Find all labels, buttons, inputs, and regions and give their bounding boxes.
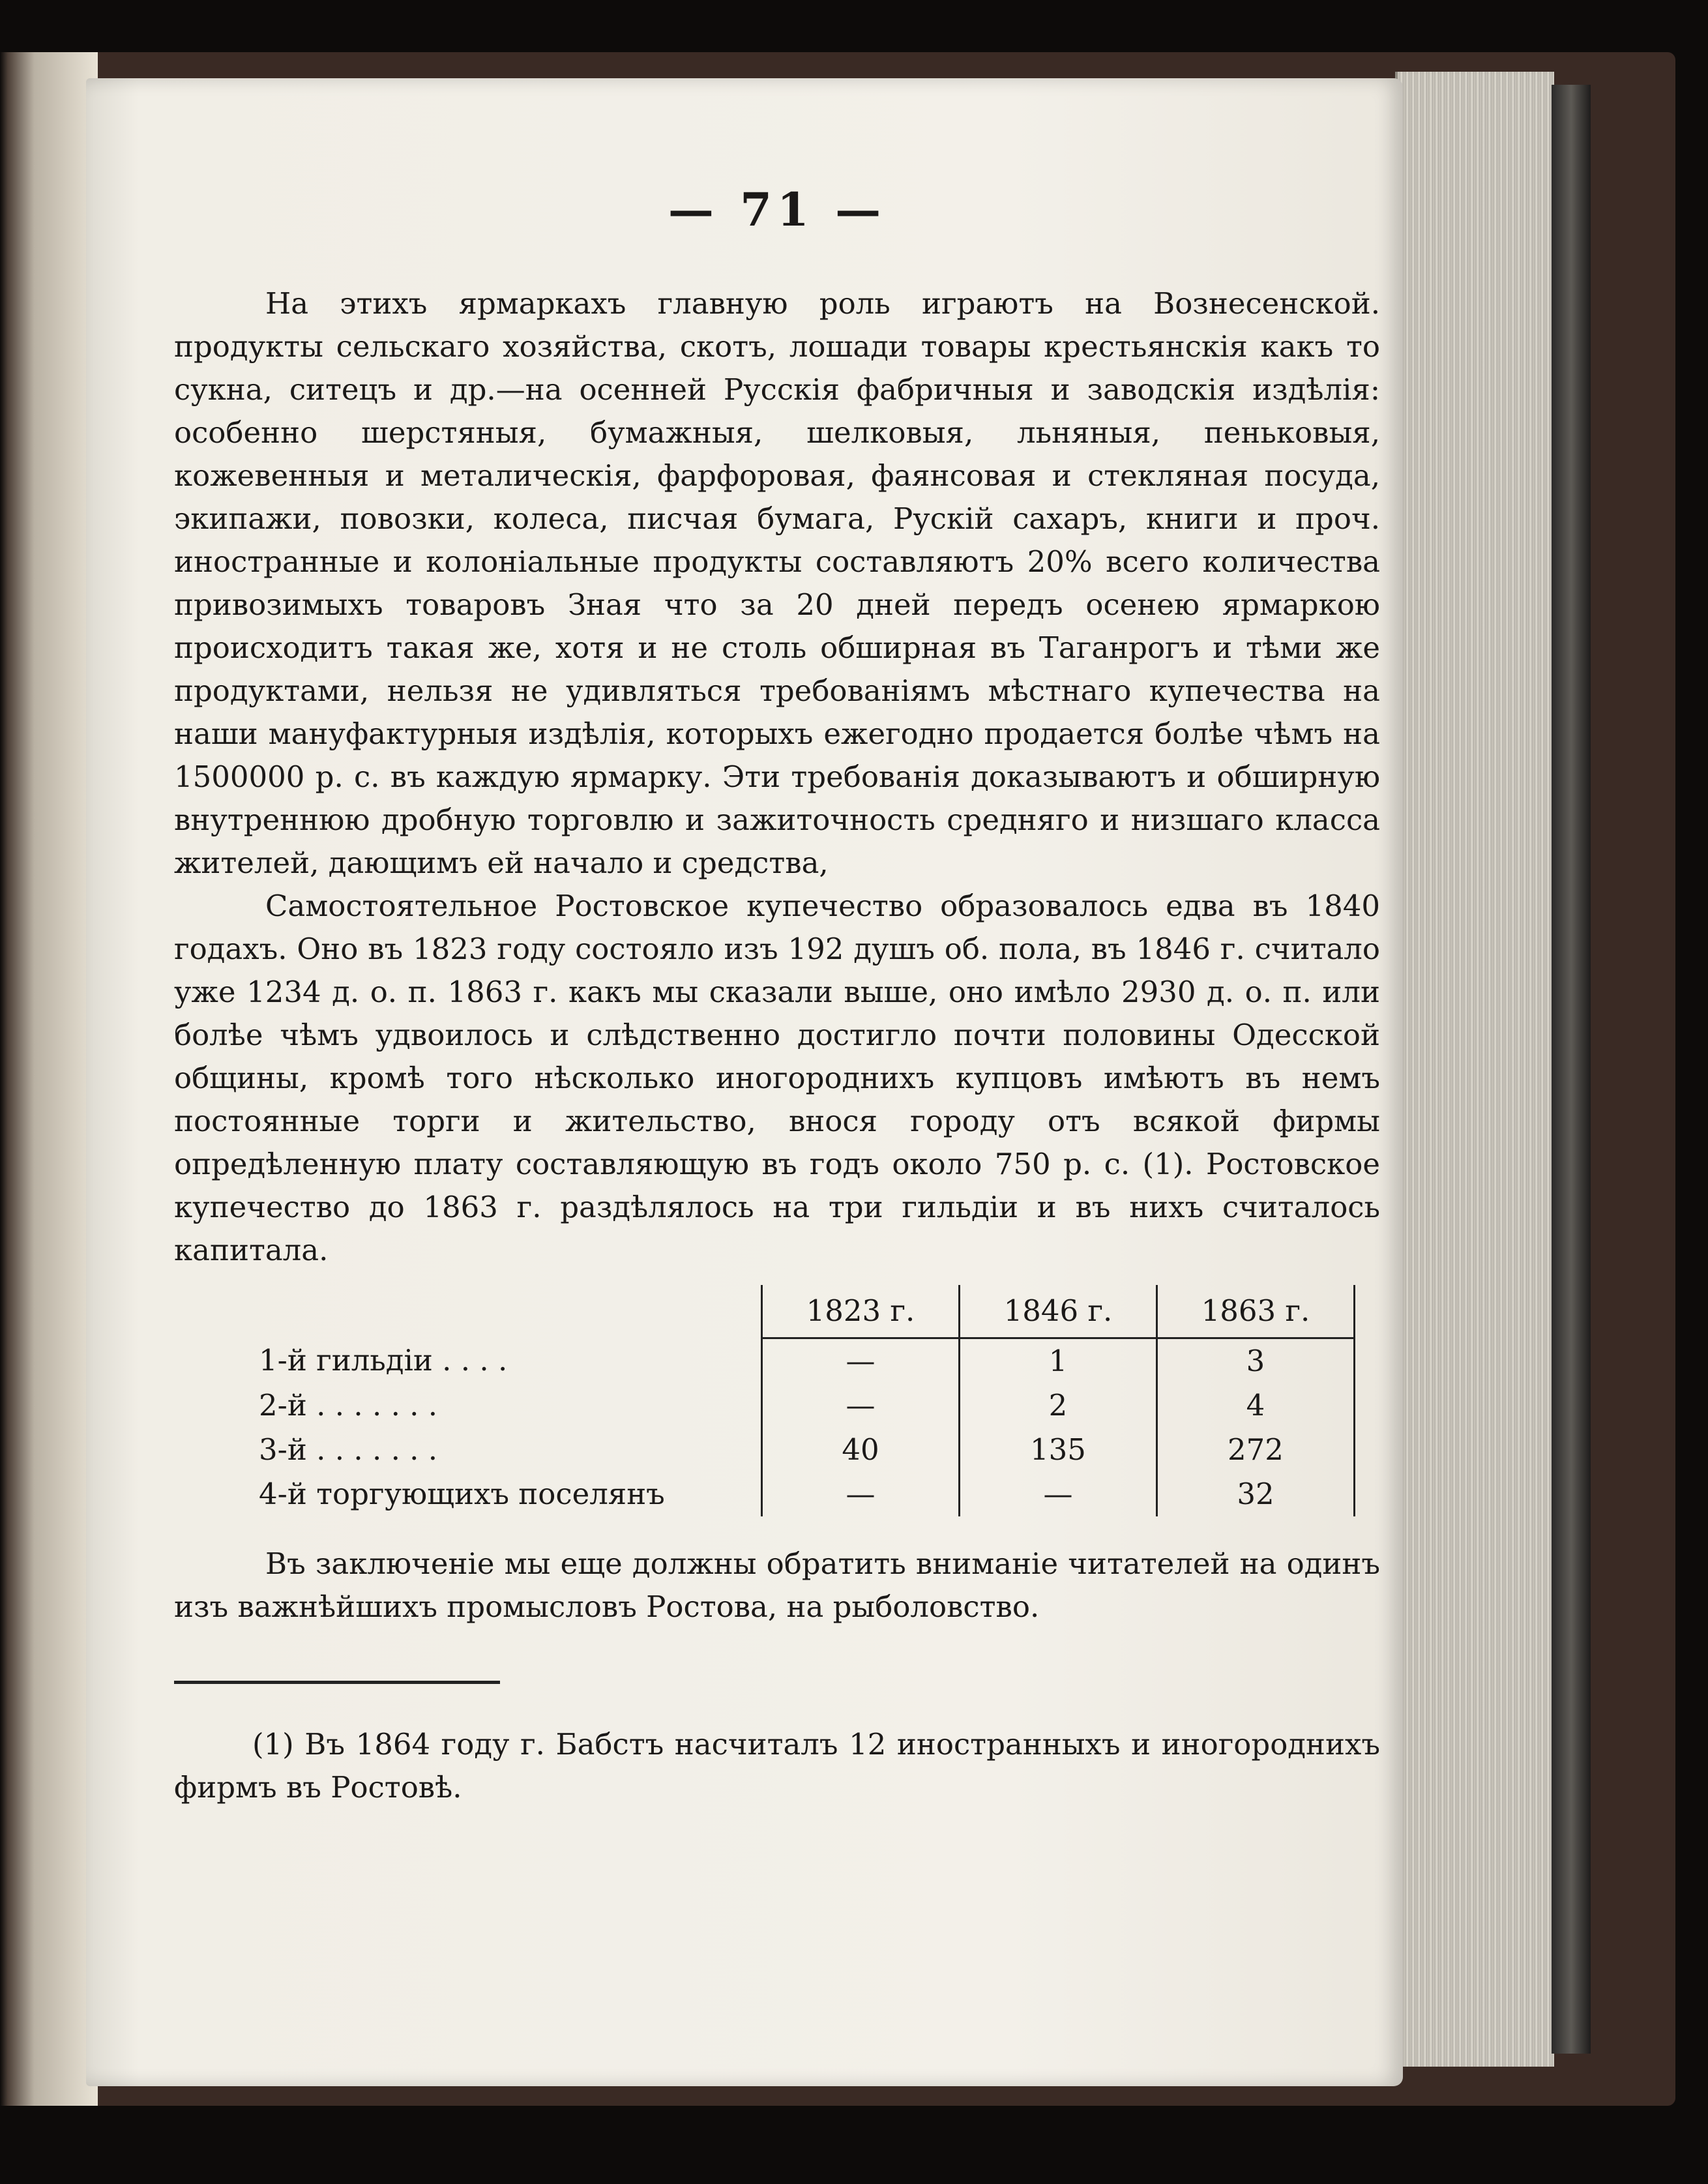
page-edges <box>1395 72 1554 2067</box>
guilds-table <box>174 1285 1355 1516</box>
footnote: (1) Въ 1864 году г. Бабстъ насчиталъ 12 иностранныхъ и иногороднихъ фирмъ въ Ростовѣ. <box>174 1727 1380 1805</box>
paragraph-conclusion: Въ заключеніе мы еще должны обратить вниманіе читателей на одинъ изъ важнѣйшихъ промысловъ Ростова, на рыболовство. <box>174 1546 1380 1624</box>
table-corner <box>174 1285 762 1338</box>
table-cell: 32 <box>1157 1472 1355 1516</box>
table-cell: 272 <box>1157 1428 1355 1472</box>
row-label: 1-й гильдіи . . . . <box>259 1343 508 1378</box>
column-header: 1846 г. <box>960 1285 1157 1338</box>
page-number: — 71 — <box>668 183 887 237</box>
row-label: 3-й . . . . . . . <box>259 1432 438 1467</box>
table-cell: 2 <box>960 1383 1157 1428</box>
body-text <box>174 282 1380 1272</box>
cover-spine-edge <box>1552 85 1591 2054</box>
table-cell: 3 <box>1157 1338 1355 1384</box>
column-header: 1863 г. <box>1157 1285 1355 1338</box>
table-row <box>174 1472 1355 1516</box>
table-row <box>174 1383 1355 1428</box>
table-cell: — <box>960 1472 1157 1516</box>
left-page-edge <box>0 52 98 2106</box>
table-cell: — <box>762 1383 960 1428</box>
table-cell: — <box>762 1472 960 1516</box>
table-cell: — <box>762 1338 960 1384</box>
table-header-row <box>174 1285 1355 1338</box>
table-row <box>174 1428 1355 1472</box>
table-cell: 135 <box>960 1428 1157 1472</box>
column-header: 1823 г. <box>762 1285 960 1338</box>
table-row <box>174 1338 1355 1384</box>
paragraph-merchants: Самостоятельное Ростовское купечество образовалось едва въ 1840 годахъ. Оно въ 1823 году состояло изъ 192 душъ об. пола, въ 1846 г. считало уже 1234 д. о. п. 1863 г. какъ мы сказали выше, оно имѣло 2930 д. о. п. или болѣе чѣмъ удвоилось и слѣдственно достигло почти половины Одесской общины, кромѣ того нѣсколько иногороднихъ купцовъ имѣютъ въ немъ постоянные торги и жительство, внося городу отъ всякой фирмы опредѣленную плату составляющую въ годъ около 750 р. с. (1). Ростовское купечество до 1863 г. раздѣлялось на три гильдіи и въ нихъ считалось капитала. <box>174 889 1380 1267</box>
row-label: 2-й . . . . . . . <box>259 1388 438 1423</box>
book-page <box>86 78 1403 2086</box>
footnote-divider <box>174 1681 500 1684</box>
table-cell: 40 <box>762 1428 960 1472</box>
table-cell: 1 <box>960 1338 1157 1384</box>
row-label: 4-й торгующихъ поселянъ <box>259 1477 665 1511</box>
table-cell: 4 <box>1157 1383 1355 1428</box>
page-content <box>174 183 1380 1838</box>
paragraph-fairs: На этихъ ярмаркахъ главную роль играютъ на Вознесенской. продукты сельскаго хозяйства, скотъ, лошади товары крестьянскія какъ то сукна, ситецъ и др.—на осенней Русскія фабричныя и заводскія издѣлія: особенно шерстяныя, бумажныя, шелковыя, льняныя, пеньковыя, кожевенныя и металическія, фарфоровая, фаянсовая и стекляная посуда, экипажи, повозки, колеса, писчая бумага, Рускій сахаръ, книги и проч. иностранные и колоніальные продукты составляютъ 20% всего количества привозимыхъ товаровъ Зная что за 20 дней передъ осенею ярмаркою происходитъ такая же, хотя и не столь обширная въ Таганрогъ и тѣми же продуктами, нельзя не удивляться требованіямъ мѣстнаго купечества на наши мануфактурныя издѣлія, которыхъ ежегодно продается болѣе чѣмъ на 1500000 р. с. въ каждую ярмарку. Эти требованія доказываютъ и обширную внутреннюю дробную торговлю и зажиточность средняго и низшаго класса жителей, дающимъ ей начало и средства, <box>174 286 1380 880</box>
